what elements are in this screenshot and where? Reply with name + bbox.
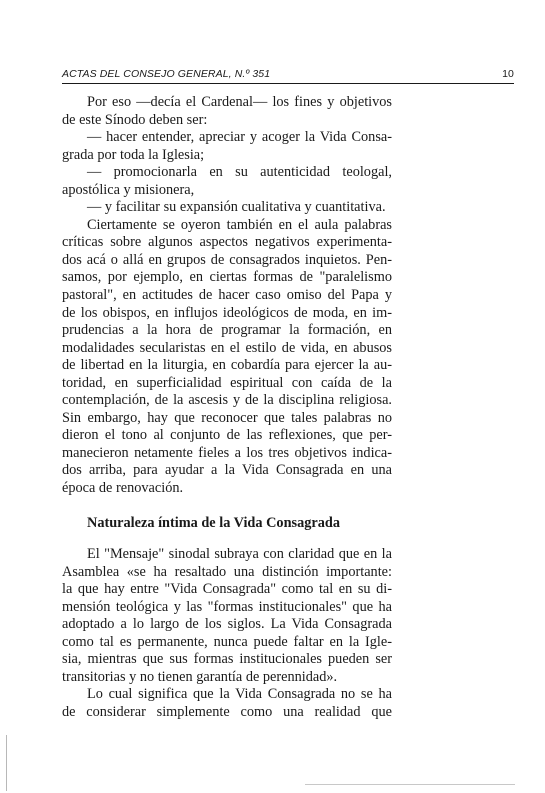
text-line: de los obispos, en influjos ideológicos de moda, en im- <box>62 304 392 321</box>
text-line: época de renovación. <box>62 480 184 497</box>
text-line: prudencias a la hora de programar la formación, en <box>62 322 392 339</box>
body-block-2 <box>62 546 392 721</box>
section-heading: Naturaleza íntima de la Vida Consagrada <box>87 515 340 531</box>
text-line: Asamblea «se ha resaltado una distinción importante: <box>62 563 392 580</box>
text-line: de este Sínodo deben ser: <box>62 111 208 128</box>
text-line: adoptado a lo largo de los siglos. La Vida Consagrada <box>62 616 392 633</box>
body-block-1 <box>62 94 392 498</box>
text-line: apostólica y misionera, <box>62 181 195 198</box>
text-line: samos, por ejemplo, en ciertas formas de "paralelismo <box>62 269 392 286</box>
footer-rule <box>305 784 515 785</box>
text-line: modalidades secularistas en el estilo de vida, en abusos <box>62 339 392 356</box>
text-line: dos acá o allá en grupos de consagrados inquietos. Pen- <box>62 251 392 268</box>
margin-mark <box>6 735 7 791</box>
text-line: como tal es permanente, nunca puede faltar en la Igle- <box>62 633 392 650</box>
journal-title: ACTAS DEL CONSEJO GENERAL, N.º 351 <box>62 68 271 80</box>
text-line: Ciertamente se oyeron también en el aula palabras <box>87 216 392 233</box>
text-line: Lo cual significa que la Vida Consagrada no se ha <box>87 686 392 703</box>
header-rule <box>62 83 514 84</box>
text-line: contemplación, de la ascesis y de la disciplina religiosa. <box>62 392 392 409</box>
page-number: 10 <box>502 68 514 80</box>
text-line: críticas sobre algunos aspectos negativos experimenta- <box>62 234 392 251</box>
text-line: dieron el tono al conjunto de las reflexiones, que per- <box>62 427 392 444</box>
text-line: mensión teológica y las "formas institucionales" que ha <box>62 598 392 615</box>
text-line: Sin embargo, hay que reconocer que tales palabras no <box>62 409 392 426</box>
text-line: de libertad en la liturgia, en cobardía para ejercer la au- <box>62 357 392 374</box>
text-line: la que hay entre "Vida Consagrada" como tal en su di- <box>62 581 392 598</box>
text-line: manecieron netamente fieles a los tres objetivos indica- <box>62 444 392 461</box>
text-line: de considerar simplemente como una realidad que <box>62 703 392 720</box>
text-line: El "Mensaje" sinodal subraya con claridad que en la <box>87 546 392 562</box>
text-line: Por eso —decía el Cardenal— los fines y objetivos <box>87 94 392 110</box>
text-line: sia, mientras que sus formas institucionales pueden ser <box>62 651 392 668</box>
text-line: toridad, en superficialidad espiritual con caída de la <box>62 374 392 391</box>
text-line: pastoral", en actitudes de hacer caso omiso del Papa y <box>62 287 392 304</box>
page-header <box>62 68 514 82</box>
text-line: dos arriba, para ayudar a la Vida Consagrada en una <box>62 462 392 479</box>
text-line: grada por toda la Iglesia; <box>62 146 205 163</box>
text-line: — hacer entender, apreciar y acoger la Vida Consa- <box>87 129 392 146</box>
text-line: transitorias y no tienen garantía de perennidad». <box>62 668 338 685</box>
text-line: — promocionarla en su autenticidad teologal, <box>87 164 392 181</box>
text-line: — y facilitar su expansión cualitativa y cuantitativa. <box>87 199 386 216</box>
